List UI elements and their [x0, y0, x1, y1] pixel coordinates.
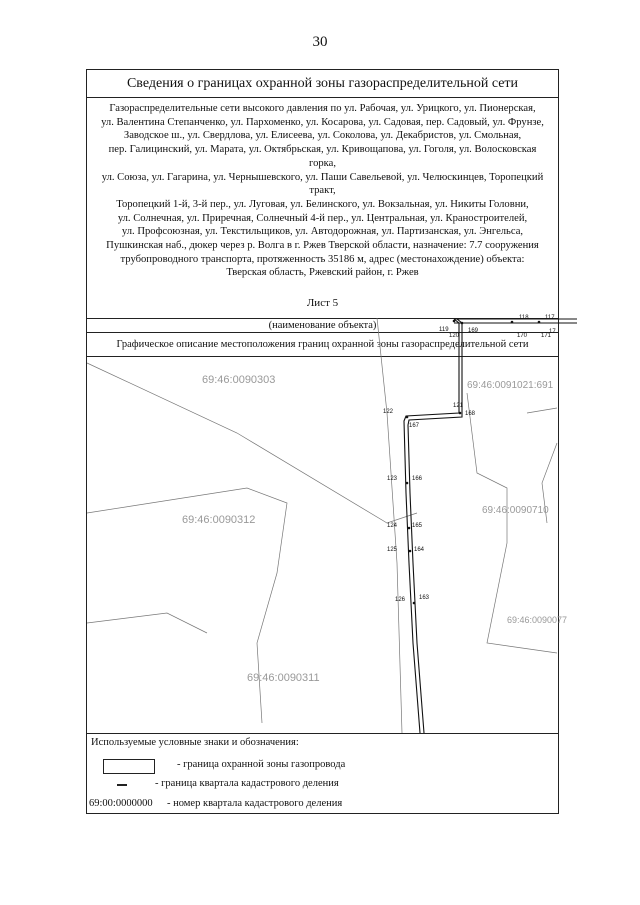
boundary-points: [406, 320, 541, 605]
legend-quarter-symbol: [117, 784, 127, 786]
point-label: 169: [468, 328, 479, 334]
point-label: 122: [383, 409, 394, 415]
object-description: [87, 98, 558, 319]
quarter-label: 69:46:0090312: [182, 514, 256, 526]
info-frame: [86, 69, 568, 814]
point-label: 171: [541, 333, 552, 339]
point-label: 118: [519, 315, 529, 321]
point-label: 168: [465, 411, 476, 417]
desc-line: Заводское ш., ул. Свердлова, ул. Елисеева, ул. Соколова, ул. Декабристов, ул. Смольная,: [123, 130, 522, 142]
legend-code-text: - номер квартала кадастрового деления: [167, 798, 343, 809]
sheet-label: Лист 5: [306, 297, 339, 309]
map-svg: [87, 313, 568, 733]
desc-line: трубопроводного транспорта, протяженность 35186 м, адрес (местонахождение) объекта:: [120, 253, 525, 265]
legend-header: Используемые условные знаки и обозначения:: [91, 737, 299, 748]
point-label: 120: [449, 333, 460, 339]
desc-line: ул. Профсоюзная, ул. Текстильщиков, ул. Автодорожная, ул. Партизанская, ул. Энгельса,: [121, 226, 524, 238]
desc-line: Тверская область, Ржевский район, г. Ржев: [226, 267, 419, 279]
desc-line: ул. Союза, ул. Гагарина, ул. Чернышевского, ул. Паши Савельевой, ул. Челюскинцев, Торопецкий тракт,: [101, 171, 544, 197]
page-number: 30: [312, 34, 328, 50]
section-title: Сведения о границах охранной зоны газораспределительной сети: [87, 70, 558, 98]
point-label: 165: [412, 523, 423, 529]
desc-line: ул. Солнечная, ул. Приречная, Солнечный 4-й пер., ул. Центральная, ул. Краностроителей,: [117, 212, 528, 224]
point-label: 17: [549, 329, 556, 335]
point-label: 117: [545, 315, 555, 321]
point-label: 123: [387, 476, 398, 482]
point-label: 119: [439, 327, 449, 333]
point-label: 170: [517, 333, 528, 339]
graphic-title: Графическое описание местоположения границ охранной зоны газораспределительной сети: [87, 333, 558, 357]
desc-line: пер. Галицинский, ул. Марата, ул. Октябрьская, ул. Кривощапова, ул. Гоголя, ул. Волосковская горка,: [108, 144, 537, 169]
legend-zone-symbol: [103, 759, 155, 774]
legend: [87, 733, 558, 814]
point-label: 124: [387, 523, 398, 529]
point-label: 125: [387, 547, 398, 553]
quarter-label: 69:46:0090311: [247, 672, 320, 684]
point-label: 163: [419, 595, 430, 601]
desc-line: ул. Валентина Степанченко, ул. Пархоменко, ул. Косарова, ул. Садовая, пер. Садовый, ул. Фрунзе,: [101, 116, 544, 128]
legend-quarter-text: - граница квартала кадастрового деления: [155, 778, 339, 789]
object-name-caption: (наименование объекта): [87, 319, 558, 333]
point-label: 121: [453, 403, 464, 409]
quarter-label: 69:46:0090710: [482, 505, 549, 516]
quarter-label: 69:46:0091021:691: [467, 380, 554, 391]
desc-line: Пушкинская наб., дюкер через р. Волга в г. Ржев Тверской области, назначение: 7.7 сооружения: [106, 240, 539, 252]
quarter-labels: [182, 374, 567, 684]
legend-zone-text: - граница охранной зоны газопровода: [177, 759, 346, 770]
quarter-label: 69:46:0090077: [507, 615, 568, 625]
point-label: 164: [414, 547, 425, 553]
quarter-label: 69:46:0090303: [202, 374, 276, 386]
desc-line: Торопецкий 1-й, 3-й пер., ул. Луговая, ул. Белинского, ул. Вокзальная, ул. Никиты Головни,: [116, 198, 529, 210]
point-label: 167: [409, 423, 420, 429]
legend-code: 69:00:0000000: [89, 798, 153, 809]
point-label: 166: [412, 476, 423, 482]
map-drawing: [87, 313, 568, 733]
desc-line: Газораспределительные сети высокого давления по ул. Рабочая, ул. Урицкого, ул. Пионерская,: [109, 103, 536, 114]
point-label: 126: [395, 597, 406, 603]
